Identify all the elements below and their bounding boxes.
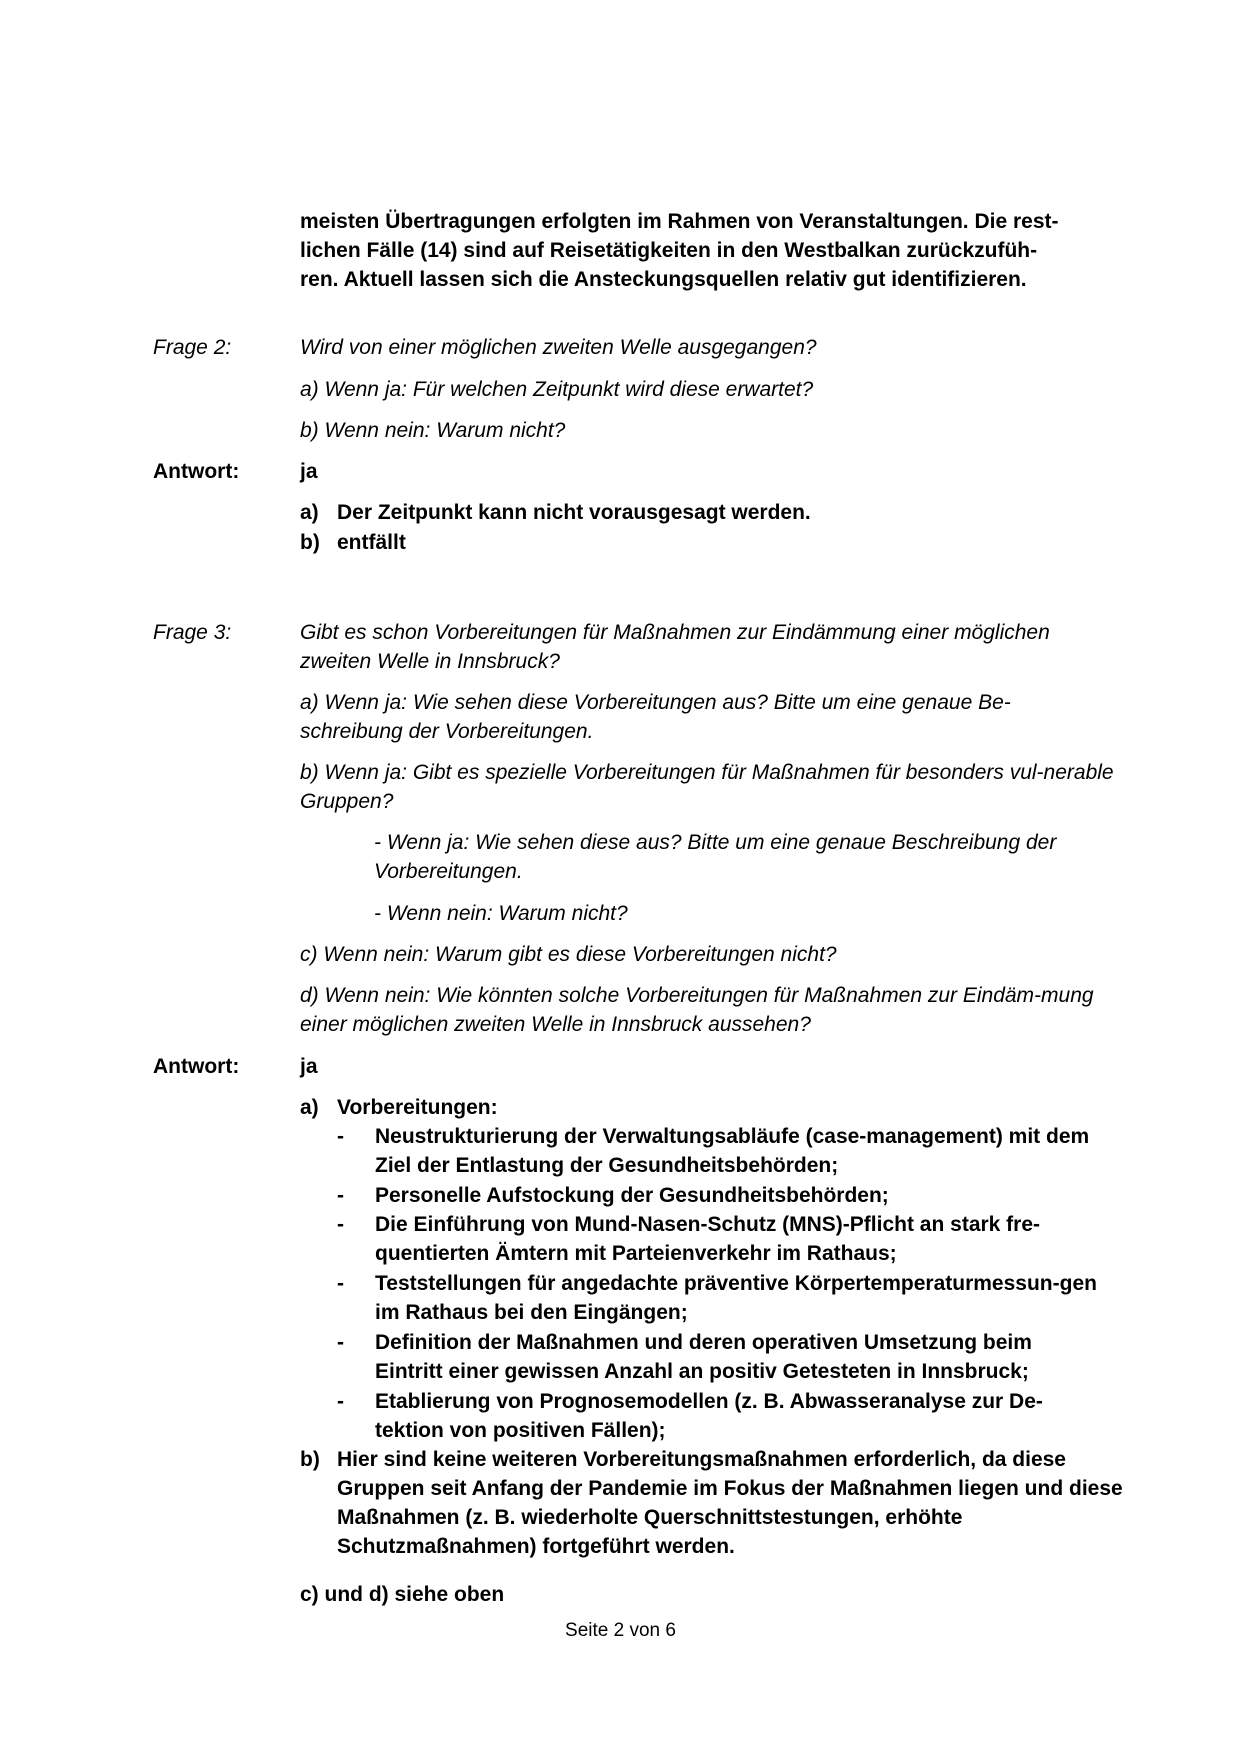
question-sub-b: b) Wenn ja: Gibt es spezielle Vorbereitungen für Maßnahmen für besonders vul-nerable Gruppen? [300, 761, 1114, 813]
answer-label: Antwort: [153, 460, 240, 483]
answer-text: ja [300, 460, 318, 483]
marker: a) [300, 501, 319, 524]
dash-item [300, 1387, 1110, 1445]
item-text: Definition der Maßnahmen und deren operativen Umsetzung beim Eintritt einer gewissen Anzahl an positiv Getesteten in Innsbruck; [375, 1331, 1032, 1383]
marker: a) [300, 1096, 319, 1119]
answer-text: ja [300, 1055, 318, 1078]
text-line: meisten Übertragungen erfolgten im Rahmen von Veranstaltungen. Die rest- [300, 210, 1059, 233]
question-sub-b1: - Wenn ja: Wie sehen diese aus? Bitte um eine genaue Beschreibung der Vorbereitungen. [374, 831, 1057, 883]
dash-item [300, 1269, 1120, 1327]
question-text: Gibt es schon Vorbereitungen für Maßnahmen zur Eindämmung einer möglichen zweiten Welle in Innsbruck? [300, 621, 1050, 673]
question-sub-c: c) Wenn nein: Warum gibt es diese Vorbereitungen nicht? [300, 943, 837, 966]
dash: - [337, 1272, 344, 1295]
item-text: Personelle Aufstockung der Gesundheitsbehörden; [375, 1184, 889, 1207]
question-sub-b2: - Wenn nein: Warum nicht? [374, 902, 628, 925]
item-text: Die Einführung von Mund-Nasen-Schutz (MNS)-Pflicht an stark fre-quentierten Ämtern mit Parteienverkehr im Rathaus; [375, 1213, 1041, 1265]
question-sub-b: b) Wenn nein: Warum nicht? [300, 419, 566, 442]
question-text: Wird von einer möglichen zweiten Welle ausgegangen? [300, 336, 817, 359]
marker: b) [300, 1448, 320, 1471]
item-text: entfällt [337, 531, 406, 554]
answer-cd: c) und d) siehe oben [300, 1583, 505, 1606]
item-text: Vorbereitungen: [337, 1096, 498, 1119]
dash-item [300, 1181, 1140, 1210]
question-sub-d: d) Wenn nein: Wie könnten solche Vorbereitungen für Maßnahmen zur Eindäm-mung einer möglichen zweiten Welle in Innsbruck aussehen? [300, 984, 1094, 1036]
item-text: Der Zeitpunkt kann nicht vorausgesagt werden. [337, 501, 811, 524]
item-text: Neustrukturierung der Verwaltungsabläufe (case-management) mit dem Ziel der Entlastung der Gesundheitsbehörden; [375, 1125, 1090, 1177]
answer-item [300, 528, 1140, 557]
dash: - [337, 1125, 344, 1148]
dash-item [300, 1122, 1090, 1180]
item-text: Teststellungen für angedachte präventive Körpertemperaturmessun-gen im Rathaus bei den Eingängen; [375, 1272, 1097, 1324]
dash: - [337, 1390, 344, 1413]
text-line: lichen Fälle (14) sind auf Reisetätigkeiten in den Westbalkan zurückzufüh- [300, 239, 1038, 262]
text-line: ren. Aktuell lassen sich die Ansteckungsquellen relativ gut identifizieren. [300, 268, 1027, 291]
question-sub-a: a) Wenn ja: Für welchen Zeitpunkt wird diese erwartet? [300, 378, 814, 401]
dash-item [300, 1328, 1100, 1386]
dash-item [300, 1210, 1100, 1268]
marker: b) [300, 531, 320, 554]
answer-item-a [300, 1093, 1140, 1122]
page-number: Seite 2 von 6 [565, 1620, 676, 1641]
dash: - [337, 1331, 344, 1354]
question-label: Frage 3: [153, 621, 232, 644]
item-text: Etablierung von Prognosemodellen (z. B. Abwasseranalyse zur De-tektion von positiven Fällen); [375, 1390, 1043, 1442]
answer-item [300, 498, 1140, 527]
dash: - [337, 1184, 344, 1207]
question-label: Frage 2: [153, 336, 232, 359]
answer-label: Antwort: [153, 1055, 240, 1078]
answer-item-b [300, 1445, 1140, 1561]
dash: - [337, 1213, 344, 1236]
item-text: Hier sind keine weiteren Vorbereitungsmaßnahmen erforderlich, da diese Gruppen seit Anfang der Pandemie im Fokus der Maßnahmen liegen und diese Maßnahmen (z. B. wiederholte Querschnittstestungen, erhöhte Schutzmaßnahmen) fortgeführt werden. [337, 1448, 1123, 1558]
intro-answer [300, 207, 1140, 294]
question-sub-a: a) Wenn ja: Wie sehen diese Vorbereitungen aus? Bitte um eine genaue Be-schreibung der Vorbereitungen. [300, 691, 1011, 743]
